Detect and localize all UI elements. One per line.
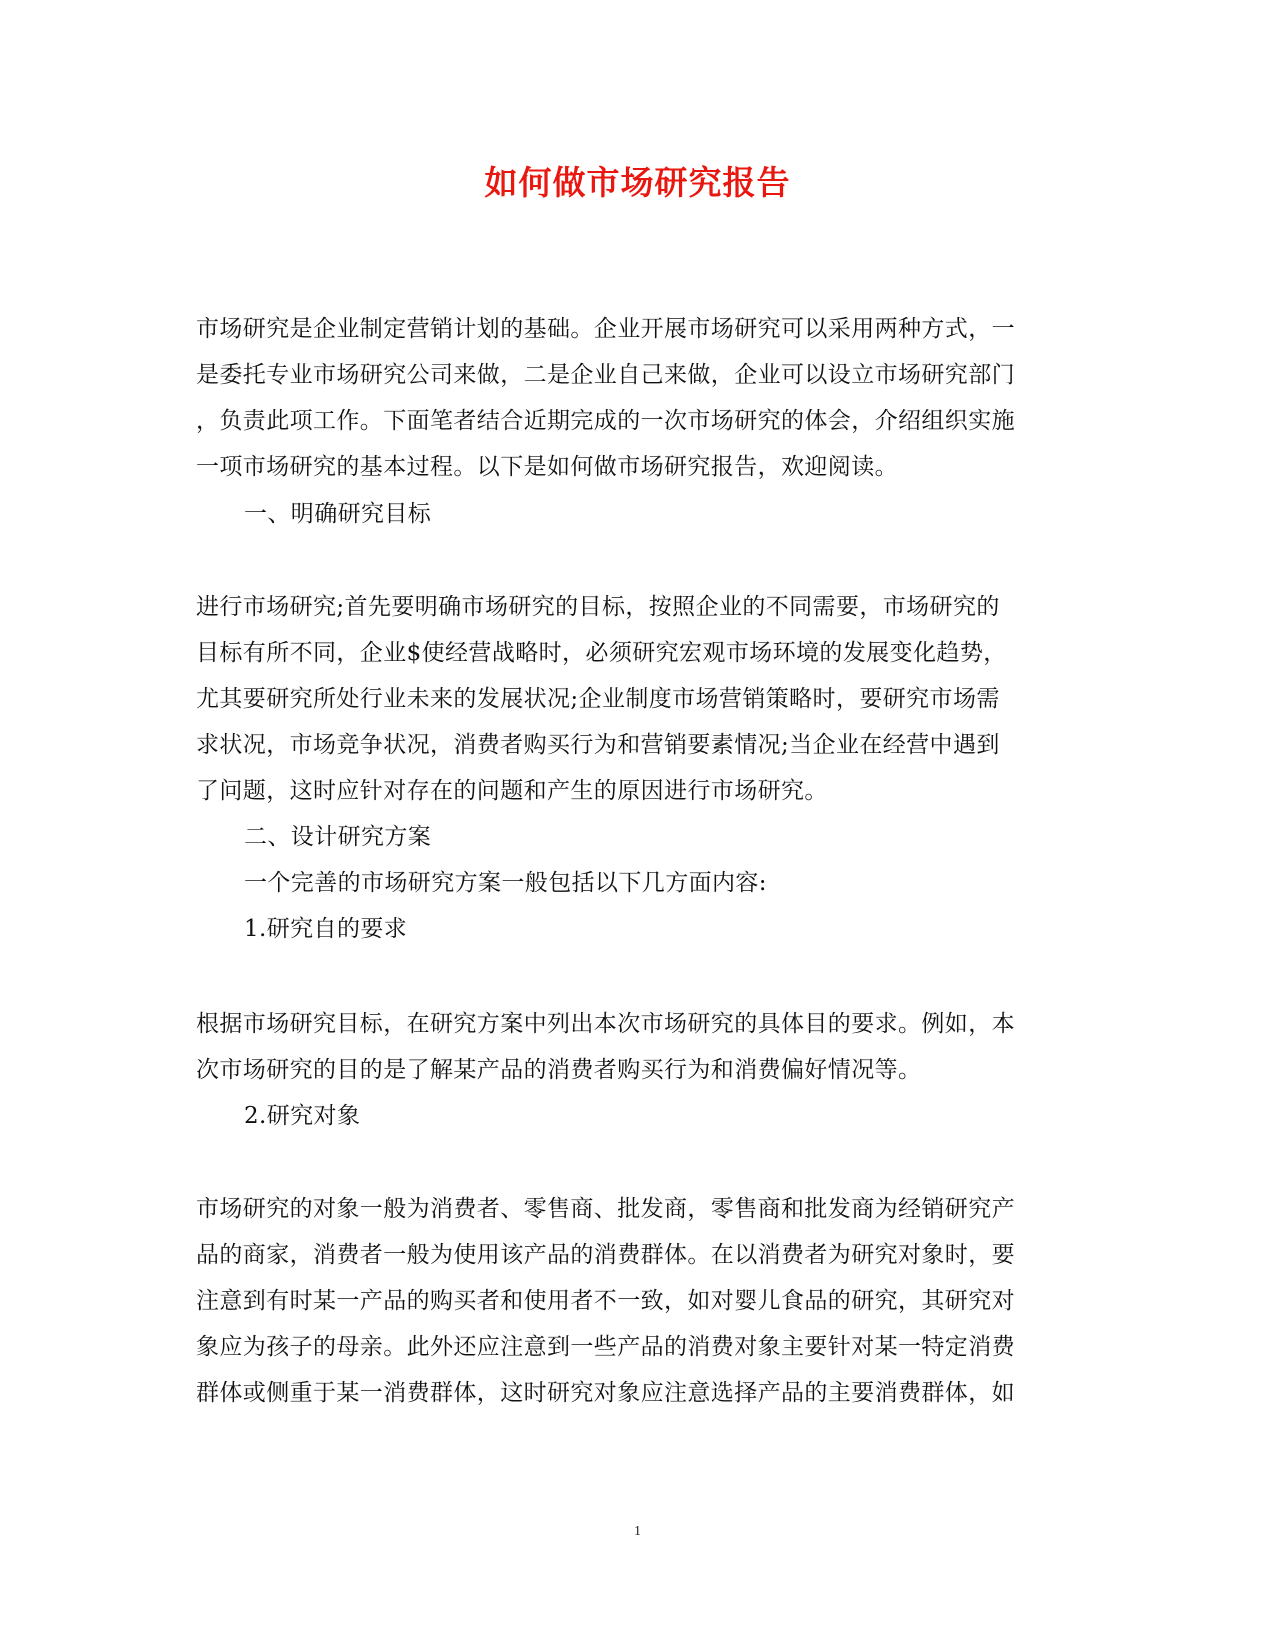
item1-line-1: 根据市场研究目标，在研究方案中列出本次市场研究的具体目的要求。例如，本 <box>196 1011 1015 1037</box>
item2-line-5: 群体或侧重于某一消费群体，这时研究对象应注意选择产品的主要消费群体，如 <box>196 1380 1015 1406</box>
intro-line-2: 是委托专业市场研究公司来做，二是企业自己来做，企业可以设立市场研究部门 <box>196 362 1015 388</box>
section1-line-1: 进行市场研究;首先要明确市场研究的目标，按照企业的不同需要，市场研究的 <box>196 594 1000 620</box>
section1-line-2: 目标有所不同，企业$使经营战略时，必须研究宏观市场环境的发展变化趋势， <box>196 640 1007 666</box>
document-title: 如何做市场研究报告 <box>484 163 791 202</box>
item-heading-1: 1.研究自的要求 <box>244 916 408 942</box>
section2-intro: 一个完善的市场研究方案一般包括以下几方面内容: <box>244 870 767 896</box>
item2-line-2: 品的商家，消费者一般为使用该产品的消费群体。在以消费者为研究对象时，要 <box>196 1242 1015 1268</box>
item2-line-1: 市场研究的对象一般为消费者、零售商、批发商，零售商和批发商为经销研究产 <box>196 1196 1015 1222</box>
page-number: 1 <box>634 1524 641 1539</box>
item2-line-4: 象应为孩子的母亲。此外还应注意到一些产品的消费对象主要针对某一特定消费 <box>196 1334 1015 1360</box>
section1-line-4: 求状况，市场竞争状况，消费者购买行为和营销要素情况;当企业在经营中遇到 <box>196 732 1000 758</box>
section-heading-2: 二、设计研究方案 <box>244 824 432 850</box>
section-heading-1: 一、明确研究目标 <box>244 501 432 527</box>
item2-line-3: 注意到有时某一产品的购买者和使用者不一致，如对婴儿食品的研究，其研究对 <box>196 1288 1015 1314</box>
intro-line-3: ，负责此项工作。下面笔者结合近期完成的一次市场研究的体会，介绍组织实施 <box>196 408 1015 434</box>
intro-line-1: 市场研究是企业制定营销计划的基础。企业开展市场研究可以采用两种方式，一 <box>196 316 1015 342</box>
section1-line-3: 尤其要研究所处行业未来的发展状况;企业制度市场营销策略时，要研究市场需 <box>196 686 1000 712</box>
item1-line-2: 次市场研究的目的是了解某产品的消费者购买行为和消费偏好情况等。 <box>196 1057 922 1083</box>
item-heading-2: 2.研究对象 <box>244 1103 361 1129</box>
intro-line-4: 一项市场研究的基本过程。以下是如何做市场研究报告，欢迎阅读。 <box>196 454 898 480</box>
section1-line-5: 了问题，这时应针对存在的问题和产生的原因进行市场研究。 <box>196 778 828 804</box>
